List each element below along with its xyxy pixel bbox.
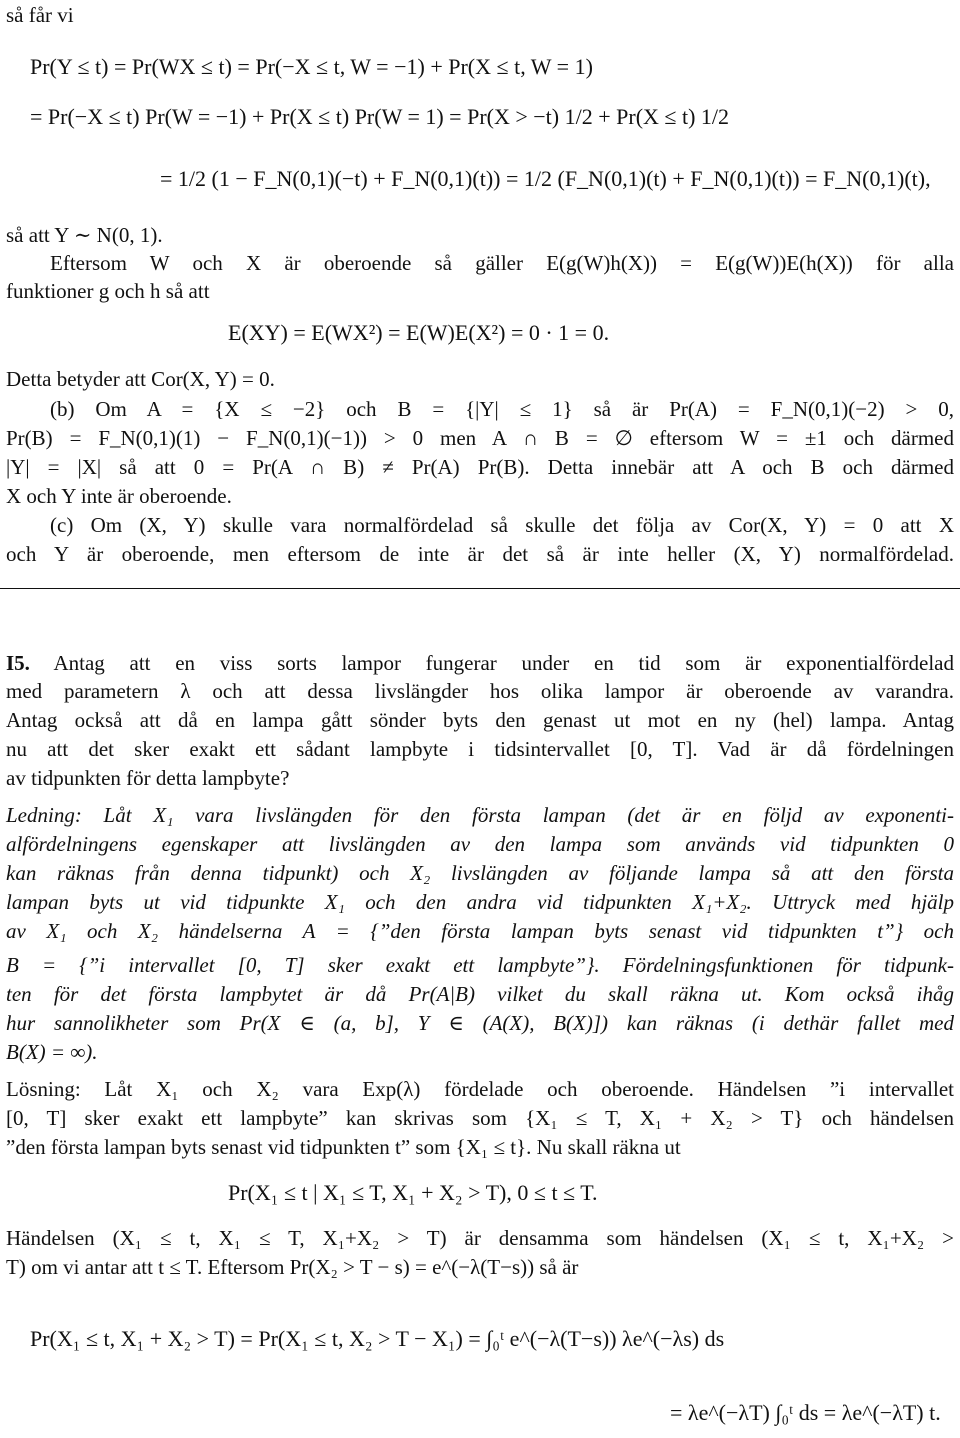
- equation-5: Pr(X₁ ≤ t | X₁ ≤ T, X₁ + X₂ > T), 0 ≤ t ≤ T.: [228, 1180, 598, 1205]
- solution-line-4: Händelsen (X₁ ≤ t, X₁ ≤ T, X₁+X₂ > T) är densamma som händelsen (X₁ ≤ t, X₁+X₂ >: [6, 1226, 954, 1250]
- distribution-conclusion: så att Y ∼ N(0, 1).: [6, 223, 163, 247]
- problem-line-1: [6, 650, 954, 676]
- problem-line-3: Antag också att då en lampa gått sönder byts den genast ut mot en ny (hel) lampa. Antag: [6, 708, 954, 732]
- solution-line-5: T) om vi antar att t ≤ T. Eftersom Pr(X₂ > T − s) = e^(−λ(T−s)) så är: [6, 1255, 579, 1279]
- intro-text: så får vi: [6, 3, 74, 27]
- solution-line-3: ”den första lampan byts senast vid tidpunkten t” som {X₁ ≤ t}. Nu skall räkna ut: [6, 1135, 681, 1159]
- hint-line-6: B = {”i intervallet [0, T] sker exakt ett lampbyte”}. Fördelningsfunktionen för tidpunk-: [6, 953, 954, 977]
- hint-line-5: av X₁ och X₂ händelserna A = {”den första lampan byts senast vid tidpunkten t”} och: [6, 919, 954, 943]
- problem-line-5: av tidpunkten för detta lampbyte?: [6, 766, 290, 790]
- correlation-line: Detta betyder att Cor(X, Y) = 0.: [6, 367, 275, 391]
- hint-line-4: lampan byts ut vid tidpunkte X₁ och den andra vid tidpunkten X₁+X₂. Uttryck med hjälp: [6, 890, 954, 914]
- part-c-line-2: och Y är oberoende, men eftersom de inte är det så är inte heller (X, Y) normalfördelad.: [6, 542, 954, 566]
- part-b-line-1: (b) Om A = {X ≤ −2} och B = {|Y| ≤ 1} så är Pr(A) = F_N(0,1)(−2) > 0,: [50, 397, 954, 421]
- hint-line-7: ten för det första lampbytet är då Pr(A|B) vilket du skall räkna ut. Kom också ihåg: [6, 982, 954, 1006]
- equation-3: = 1/2 (1 − F_N(0,1)(−t) + F_N(0,1)(t)) = 1/2 (F_N(0,1)(t) + F_N(0,1)(t)) = F_N(0,1)(t),: [160, 166, 931, 191]
- equation-2: = Pr(−X ≤ t) Pr(W = −1) + Pr(X ≤ t) Pr(W = 1) = Pr(X > −t) 1/2 + Pr(X ≤ t) 1/2: [30, 104, 730, 129]
- solution-line-2: [0, T] sker exakt ett lampbyte” kan skrivas som {X₁ ≤ T, X₁ + X₂ > T} och händelsen: [6, 1106, 954, 1130]
- independence-line-1: Eftersom W och X är oberoende så gäller E(g(W)h(X)) = E(g(W))E(h(X)) för alla: [50, 251, 954, 275]
- hint-line-2: alfördelningens egenskaper att livslängden av den lampa som används vid tidpunkten 0: [6, 832, 954, 856]
- problem-line-4: nu att det sker exakt ett sådant lampbyte i tidsintervallet [0, T]. Vad är då fördelningen: [6, 737, 954, 761]
- hint-line-3: kan räknas från denna tidpunkt) och X₂ livslängden av följande lampa så att den första: [6, 861, 954, 885]
- problem-label: I5.: [6, 651, 30, 675]
- equation-1: Pr(Y ≤ t) = Pr(WX ≤ t) = Pr(−X ≤ t, W = −1) + Pr(X ≤ t, W = 1): [30, 54, 593, 79]
- equation-4: E(XY) = E(WX²) = E(W)E(X²) = 0 · 1 = 0.: [228, 320, 610, 345]
- part-b-line-2: Pr(B) = F_N(0,1)(1) − F_N(0,1)(−1)) > 0 men A ∩ B = ∅ eftersom W = ±1 och därmed: [6, 426, 954, 450]
- section-divider: [0, 588, 960, 589]
- hint-line-9: B(X) = ∞).: [6, 1040, 98, 1064]
- part-b-line-4: X och Y inte är oberoende.: [6, 484, 232, 508]
- hint-line-1: Ledning: Låt X₁ vara livslängden för den första lampan (det är en följd av exponenti-: [6, 803, 954, 827]
- problem-line-2: med parametern λ och att dessa livslängder hos olika lampor är oberoende av varandra.: [6, 679, 954, 703]
- hint-line-8: hur sannolikheter som Pr(X ∈ (a, b], Y ∈ (A(X), B(X)]) kan räknas (i dethär fallet med: [6, 1011, 954, 1035]
- solution-line-1: Lösning: Låt X₁ och X₂ vara Exp(λ) fördelade och oberoende. Händelsen ”i intervallet: [6, 1077, 954, 1101]
- equation-7: = λe^(−λT) ∫₀ᵗ ds = λe^(−λT) t.: [670, 1400, 941, 1425]
- part-b-line-3: |Y| = |X| så att 0 = Pr(A ∩ B) ≠ Pr(A) Pr(B). Detta innebär att A och B och därmed: [6, 455, 954, 479]
- part-c-line-1: (c) Om (X, Y) skulle vara normalfördelad så skulle det följa av Cor(X, Y) = 0 att X: [50, 513, 954, 537]
- problem-text-1: Antag att en viss sorts lampor fungerar under en tid som är exponentialfördelad: [53, 651, 955, 675]
- independence-line-2: funktioner g och h så att: [6, 279, 210, 303]
- equation-6: Pr(X₁ ≤ t, X₁ + X₂ > T) = Pr(X₁ ≤ t, X₂ > T − X₁) = ∫₀ᵗ e^(−λ(T−s)) λe^(−λs) ds: [30, 1326, 725, 1351]
